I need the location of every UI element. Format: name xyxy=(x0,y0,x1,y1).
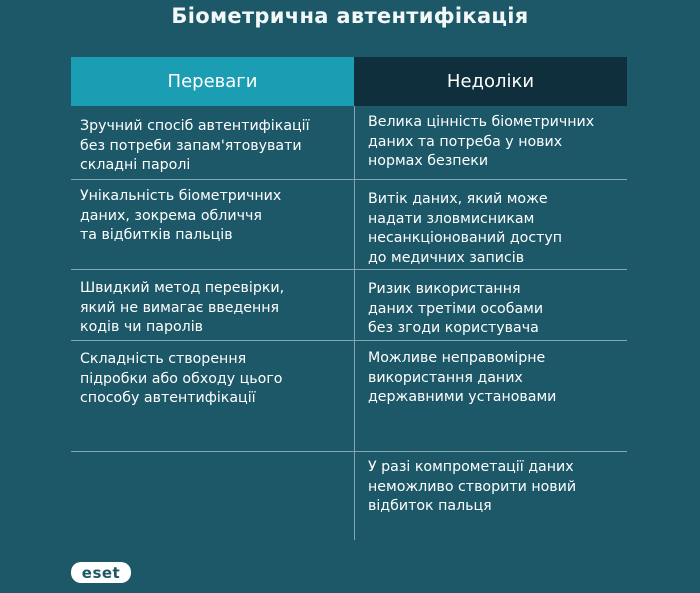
header-cons: Недоліки xyxy=(354,57,627,106)
pros-cell-1: Зручний спосіб автентифікації без потреби запам'ятовувати складні паролі xyxy=(80,118,310,173)
table-header xyxy=(71,57,627,106)
header-pros: Переваги xyxy=(71,57,354,106)
pros-cell-3: Швидкий метод перевірки, який не вимагає введення кодів чи паролів xyxy=(80,280,285,335)
row-divider xyxy=(71,269,627,270)
cons-cell-5: У разі компрометації даних неможливо створити новий відбиток пальця xyxy=(368,459,577,514)
column-divider xyxy=(354,106,355,540)
cons-cell-2: Витік даних, який може надати зловмисникам несанкціонований доступ до медичних записів xyxy=(368,191,563,266)
eset-logo: eset xyxy=(71,562,131,583)
cons-cell-3: Ризик використання даних третіми особами без згоди користувача xyxy=(368,281,544,336)
row-divider xyxy=(71,179,627,180)
page-title: Біометрична автентифікація xyxy=(171,4,529,28)
row-divider xyxy=(71,451,627,452)
row-divider xyxy=(71,340,627,341)
pros-cell-2: Унікальність біометричних даних, зокрема обличчя та відбитків пальців xyxy=(80,188,282,243)
cons-cell-4: Можливе неправомірне використання даних державними установами xyxy=(368,350,557,405)
comparison-table xyxy=(71,57,627,106)
pros-cell-4: Складність створення підробки або обходу цього способу автентифікації xyxy=(80,351,283,406)
cons-cell-1: Велика цінність біометричних даних та потреба у нових нормах безпеки xyxy=(368,114,595,169)
